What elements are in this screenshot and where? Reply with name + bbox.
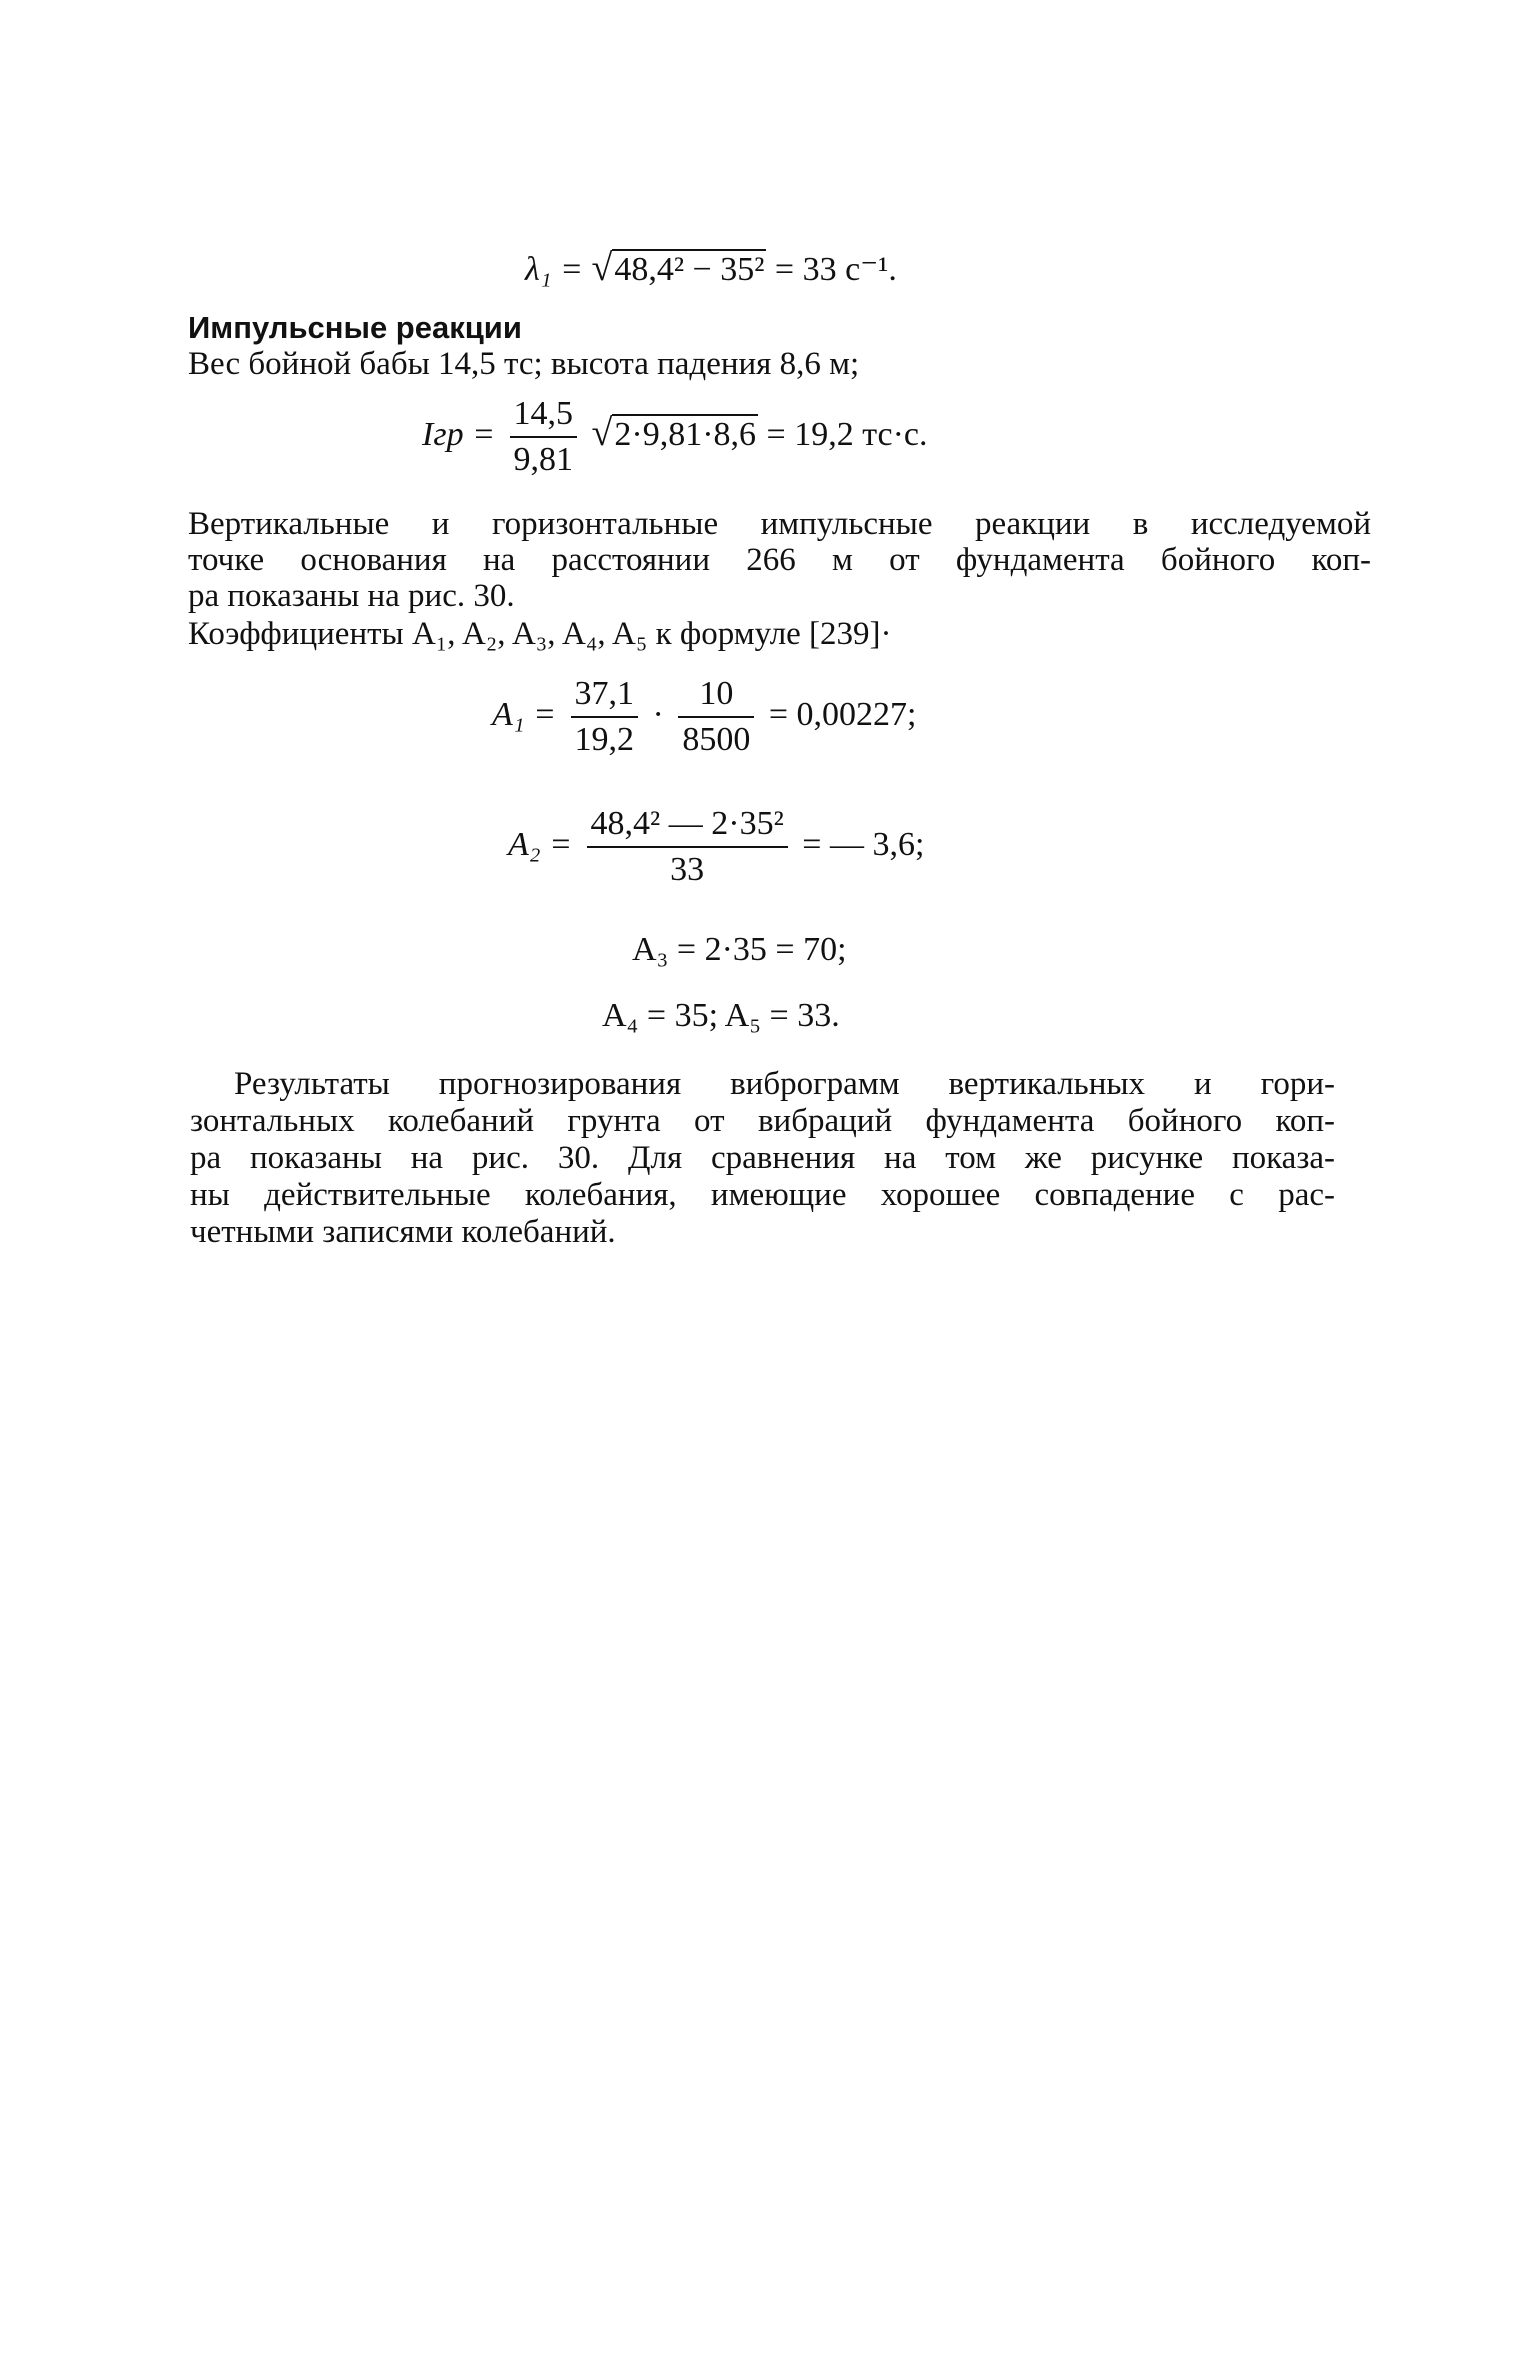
coefficients-line: Коэффициенты A₁, A₂, A₃, A₄, A₅ к формуле [239]·	[188, 616, 892, 652]
para1-line-2: точке основания на расстоянии 266 м от фундамента бойного коп-	[188, 542, 1371, 578]
a2-equation	[508, 802, 924, 892]
para2-line-5: четными записями колебаний.	[190, 1214, 616, 1250]
a1-fraction-1	[571, 672, 639, 762]
igr-numerator: 14,5	[510, 392, 578, 438]
a3-equation: A₃ = 2·35 = 70;	[632, 931, 847, 968]
igr-equation	[422, 392, 928, 482]
igr-sqrt: √2·9,81·8,6	[591, 411, 757, 454]
a1-fraction-2	[678, 672, 754, 762]
igr-denominator: 9,81	[513, 441, 574, 478]
section-heading: Импульсные реакции	[188, 310, 522, 345]
para2-line-1: Результаты прогнозирования виброграмм вертикальных и гори-	[234, 1066, 1335, 1102]
igr-rhs: = 19,2 тс·с.	[766, 415, 928, 453]
para2-line-4: ны действительные колебания, имеющие хорошее совпадение с рас-	[190, 1177, 1335, 1213]
a1-rhs: = 0,00227;	[768, 695, 917, 733]
lambda-lhs: λ₁ =	[525, 251, 583, 288]
a2-lhs: A₂ =	[508, 825, 573, 863]
a1-dot: ·	[652, 695, 664, 733]
lambda-rhs: = 33 с⁻¹.	[774, 251, 897, 288]
a1-equation	[492, 672, 917, 762]
a2-fraction	[587, 802, 788, 892]
igr-lhs: Iгр =	[422, 415, 496, 453]
a1-denominator-2: 8500	[682, 721, 751, 758]
igr-fraction	[510, 392, 578, 482]
para1-line-1: Вертикальные и горизонтальные импульсные реакции в исследуемой	[188, 506, 1371, 542]
a1-lhs: A₁ =	[492, 695, 557, 733]
a2-denominator: 33	[670, 851, 705, 888]
lambda-radicand: 48,4² − 35²	[614, 251, 765, 288]
para1-line-3: ра показаны на рис. 30.	[188, 578, 515, 614]
a1-denominator-1: 19,2	[574, 721, 635, 758]
para2-line-2: зонтальных колебаний грунта от вибраций фундамента бойного коп-	[190, 1103, 1335, 1139]
weight-line: Вес бойной бабы 14,5 тс; высота падения 8,6 м;	[188, 346, 860, 382]
a2-rhs: = — 3,6;	[802, 825, 925, 863]
para2-line-3: ра показаны на рис. 30. Для сравнения на том же рисунке показа-	[190, 1140, 1335, 1176]
lambda-equation	[525, 248, 897, 290]
igr-radicand: 2·9,81·8,6	[614, 415, 757, 453]
a4-a5-equation: A₄ = 35; A₅ = 33.	[602, 997, 840, 1034]
a2-numerator: 48,4² — 2·35²	[587, 802, 788, 848]
a1-numerator-1: 37,1	[571, 672, 639, 718]
a1-numerator-2: 10	[678, 672, 754, 718]
lambda-sqrt: √48,4² − 35²	[591, 247, 765, 289]
